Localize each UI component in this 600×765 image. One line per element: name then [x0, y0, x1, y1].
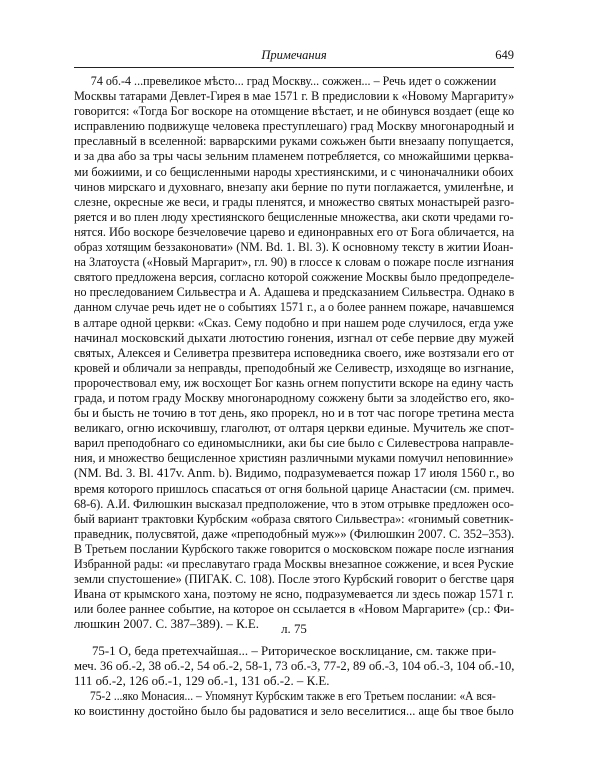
- text-line: В Третьем послании Курбского также говорится о московском пожаре после изгнания: [74, 541, 514, 556]
- page-number: 649: [495, 48, 514, 62]
- running-head-title: Примечания: [261, 48, 327, 62]
- text-line: образ хотящим беззаконовати» (NM. Bd. 1. Bl. 3). К основному тексту в житии Иоан-: [74, 240, 514, 255]
- text-line: на Златоуста («Новый Маргарит», гл. 90) в глоссе к словам о пожаре после изгнания: [74, 255, 514, 270]
- text-line: исправлению подвижуще человека преступлешаго) град Москву многонародный и: [74, 119, 515, 134]
- text-line: чинов мирскаго и духовнаго, внезапу аки берние по пути поглажается, умиленѣне, и: [74, 179, 514, 194]
- text-line: 75-1 О, беда претехчайшая... – Риторическое восклицание, см. также при-: [91, 644, 497, 658]
- text-line: слезне, окресные же веси, и грады пленятся, и множество святых монастырей разго-: [74, 194, 515, 209]
- text-line: в алтаре одной церкви: «Сказ. Сему подобно и при нашем роде случилося, егда уже: [74, 315, 514, 330]
- text-line: бый вариант трактовки Курбским «образа святого Сильвестра»: «гонимый советник-: [74, 511, 514, 526]
- text-line: Избранной рады: «и преславутаго града Москвы внезапное сожжение, и всея Руские: [74, 557, 514, 571]
- text-line: начинал московский дыхати лютостию гонения, изгнал от себе первие дву мужей: [74, 330, 514, 345]
- text-line: время которого пришлось спасаться от огня больной царице Анастасии (см. примеч.: [74, 481, 515, 496]
- text-line: земли спустошение» (ПИГАК. С. 108). После этого Курбский говорит о бегстве царя: [74, 572, 515, 587]
- running-head: [74, 48, 514, 63]
- text-line: святого предложена версия, согласно которой сожжение Москвы было предопределе-: [74, 270, 515, 285]
- text-line: Ивана от крымского хана, поэтому не ясно, подразумевается ли здесь пожар 1571 г.: [74, 587, 514, 602]
- text-line: кровей и обличали за неправды, преподобный же Селивестр, изходяще во изгнание,: [74, 360, 514, 375]
- text-line: ко воистинну достойно было бы радоватися и зело веселитися... аще бы твое было: [74, 704, 514, 719]
- text-line: бы и бысть не точию в тот день, яко прорекл, но и в тот час погоре третина места: [74, 406, 515, 421]
- text-line: Москвы татарами Девлет-Гирея в мае 1571 г. В предисловии к «Новому Маргариту»: [74, 89, 515, 104]
- notes-75: [74, 644, 514, 719]
- header-rule: [74, 67, 514, 68]
- text-line: данном случае речь идет не о событиях 1571 г., а о более раннем пожаре, начавшемся: [74, 300, 515, 315]
- text-line: нятся. Ибо воскоре безчеловечие царево и единонравных его от Бога обличается, на: [74, 224, 515, 239]
- text-line: но преследованием Сильвестра и А. Адашева и предсказанием Сильвестра. Однако в: [74, 285, 515, 300]
- text-line: 74 об.-4 ...превеликое мѣсто... град Москву... сожжен... – Речь идет о сожжении: [90, 74, 497, 88]
- note-74-ob-4: [74, 74, 514, 632]
- text-line: ряется и во плен люду хрестиянского бещисленные множества, аки скоти чредами го-: [74, 209, 514, 224]
- text-line: ми божиими, и со бещисленными народы хрестиянскими, и с чиноначалники обоих: [74, 164, 514, 179]
- text-line: (NM. Bd. 3. Bl. 417v. Anm. b). Видимо, подразумевается пожар 17 июля 1560 г., во: [74, 466, 515, 481]
- text-line: святых, Алексея и Селиветра презвитера исповедника своего, иже возтязали его от: [74, 345, 514, 360]
- text-line: града, и потом граду Москву многонародному сожжену быти за злодейство его, яко-: [74, 390, 515, 405]
- text-line: или более раннее событие, на которое он ссылается в «Новом Маргарите» (ср.: Фи-: [74, 602, 515, 617]
- text-line: преславный в вселенной: варварскими руками сожьжен быти внезаапу попущается,: [74, 134, 514, 149]
- text-line: люшкин 2007. С. 387–389). – К.Е.: [74, 617, 259, 632]
- text-line: говорится: «Тогда Бог воскоре на отомщение вѣстает, и не обинувся воздает (еще ко: [74, 104, 515, 119]
- text-line: праведник, полусвятой, даже «преподобный муж»» (Филюшкин 2007. С. 352–353).: [74, 526, 515, 541]
- section-heading-l75: л. 75: [281, 622, 307, 636]
- text-line: пророчествовал ему, иж восхощет Бог казнь огнем попустити вскоре на едину часть: [74, 375, 514, 390]
- text-line: и за два або за тры часы зельним пламенем потребляется, со множайшими церква-: [74, 149, 514, 164]
- text-line: меч. 36 об.-2, 38 об.-2, 54 об.-2, 58-1, 73 об.-3, 77-2, 89 об.-3, 104 об.-3, 104 об.-10,: [74, 659, 515, 674]
- text-line: великаго, огню искочившу, глаголют, от олтаря церкви единые. Мучитель же спот-: [74, 421, 515, 436]
- text-line: 68-6). А.И. Филюшкин высказал предположение, что в этом отрывке предложен осо-: [74, 496, 514, 511]
- text-line: варил преподобнаго со единомыслники, аки бы сие было с Силевестрова направле-: [74, 436, 514, 451]
- text-line: 111 об.-2, 126 об.-1, 129 об.-1, 131 об.-2. – К.Е.: [74, 674, 330, 689]
- text-line: ния, и множество бещисленное християн различными муками помучил неповинние»: [74, 451, 514, 466]
- text-line: 75-2 ...яко Монасия... – Упомянут Курбским также в его Третьем послании: «А вся-: [89, 689, 496, 704]
